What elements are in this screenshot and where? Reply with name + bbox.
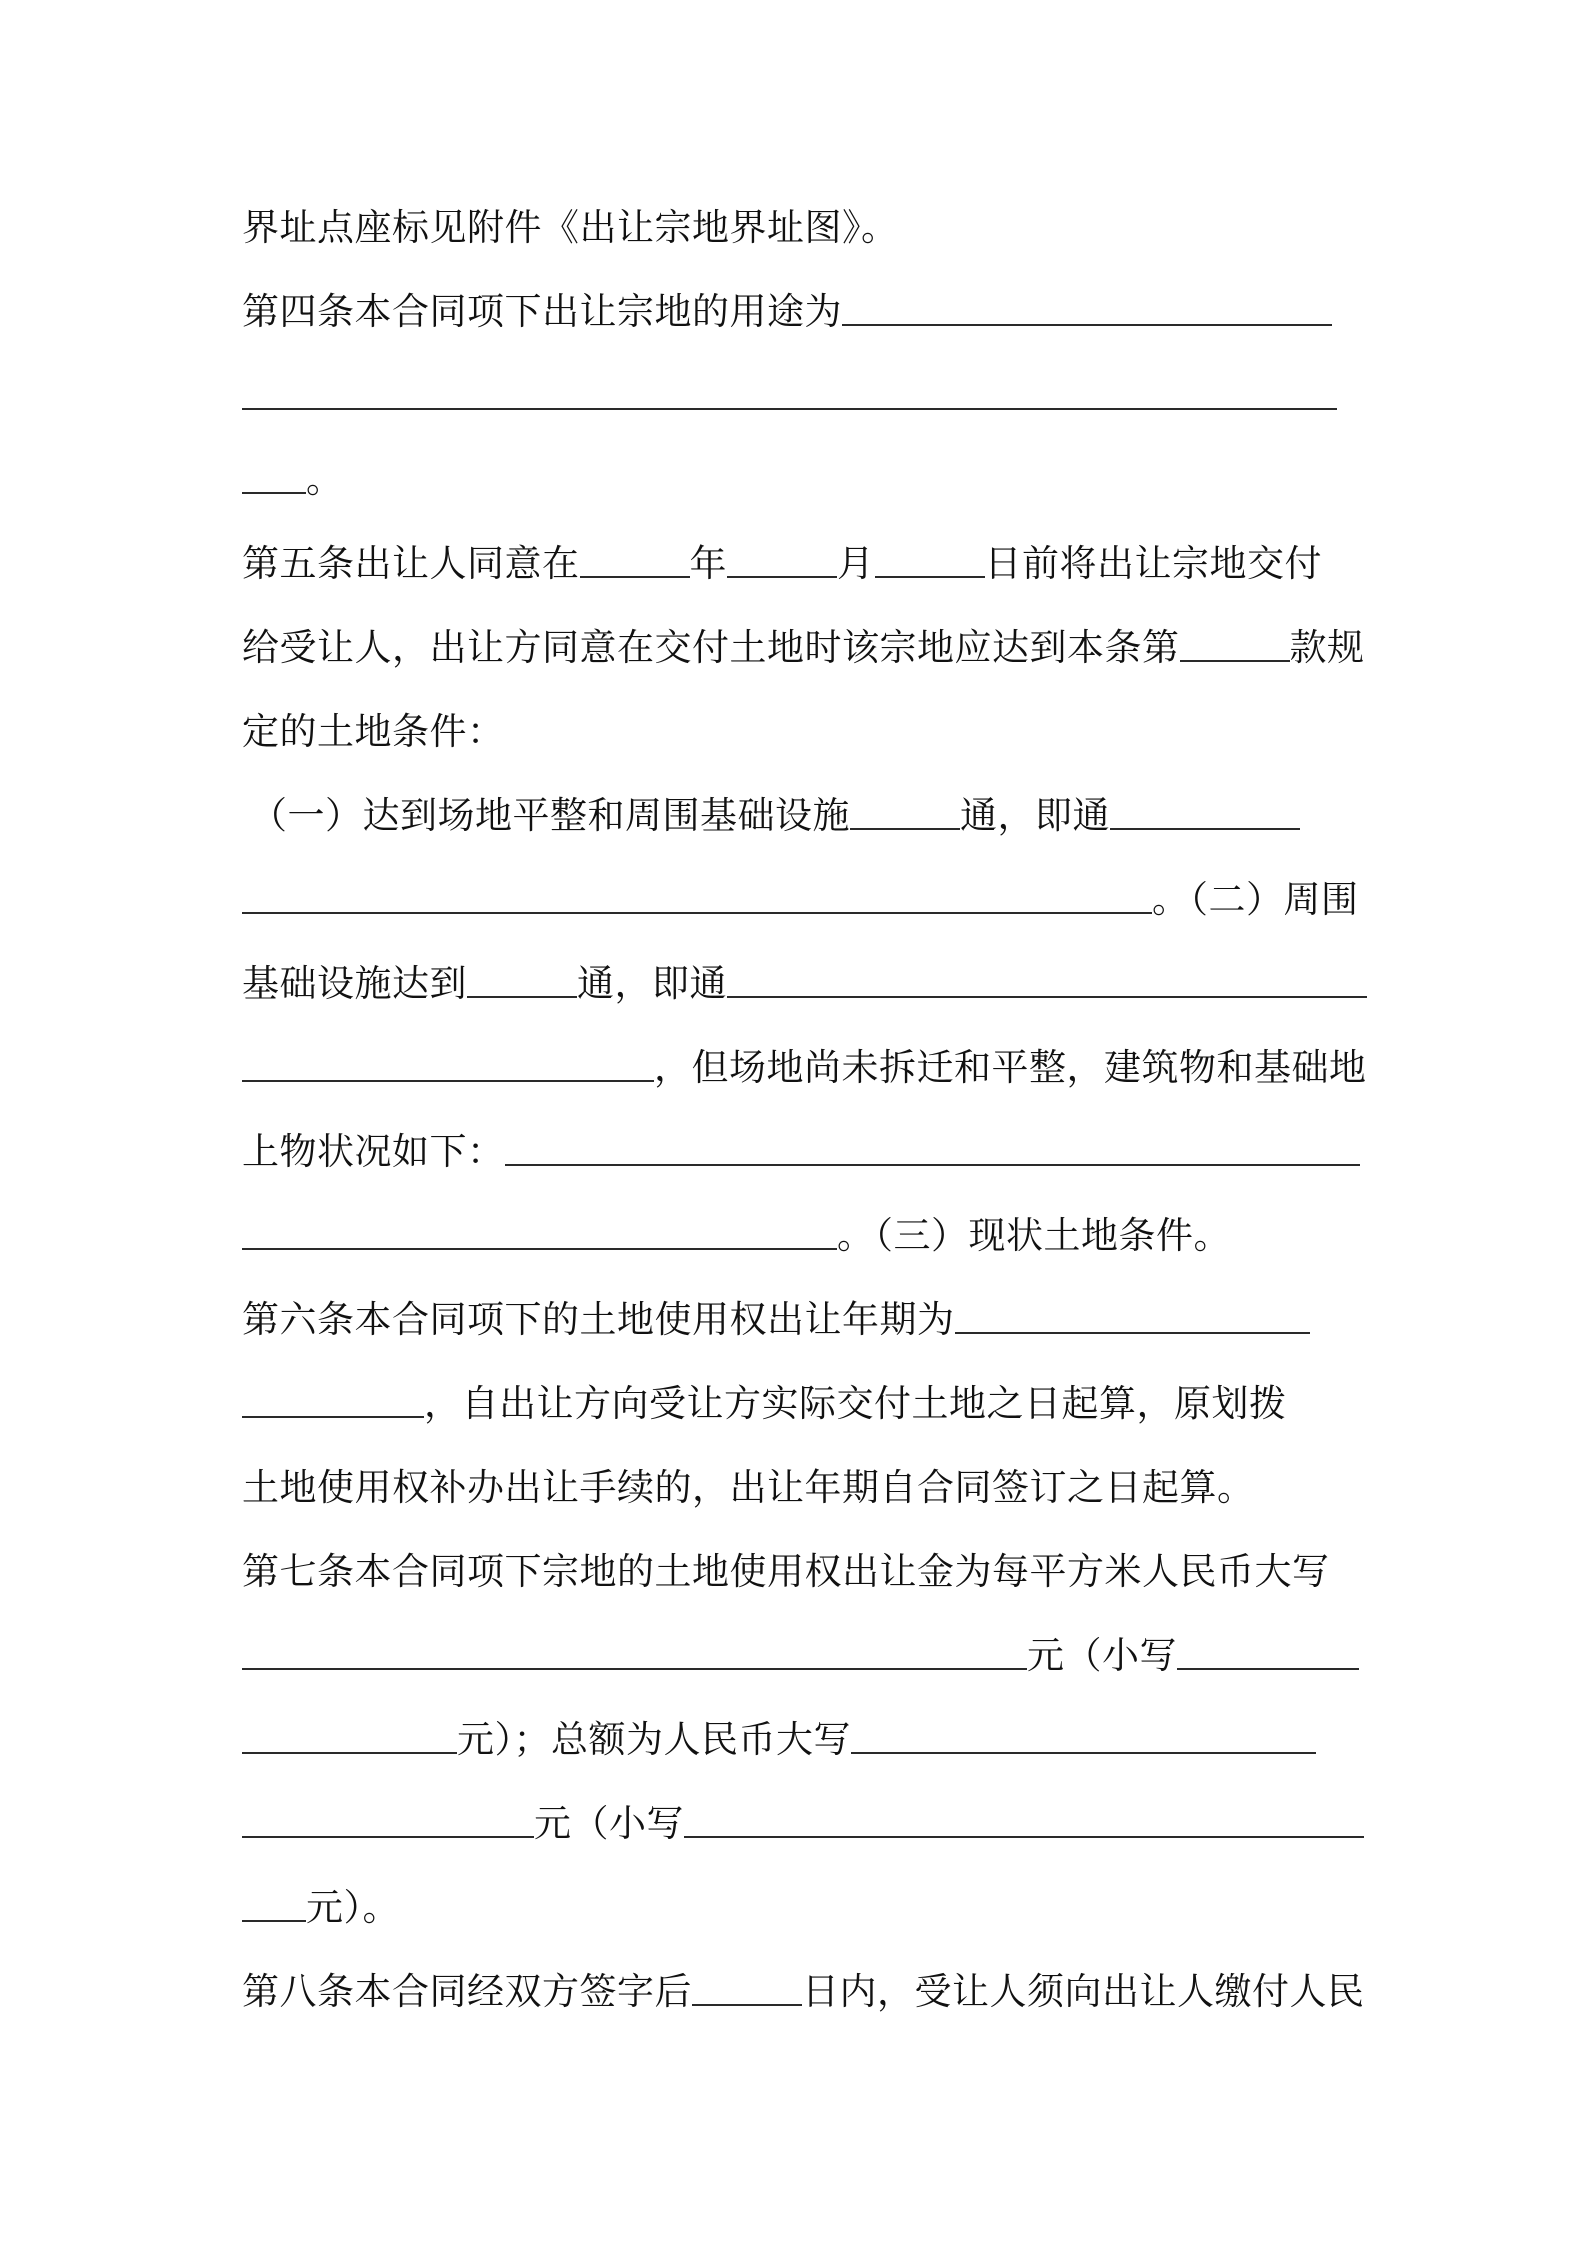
line-text: 界址点座标见附件《出让宗地界址图》。 <box>242 206 899 249</box>
doc-line-condition-3 <box>242 1208 1362 1264</box>
line-text: 款规 <box>1289 626 1365 669</box>
blank-year[interactable] <box>580 576 690 578</box>
blank-total-uppercase-cont[interactable] <box>242 1836 534 1838</box>
line-text: 定的土地条件： <box>242 710 505 753</box>
doc-line-total-end <box>242 1880 1362 1936</box>
doc-line-article-7 <box>242 1544 1362 1600</box>
line-text: 元）。 <box>306 1886 400 1929</box>
blank-price-numeric[interactable] <box>1177 1668 1359 1670</box>
blank-land-use[interactable] <box>842 324 1332 326</box>
line-text: （一）达到场地平整和周围基础设施 <box>250 794 850 837</box>
blank-utilities-count-2[interactable] <box>467 996 577 998</box>
doc-line-boundary-coordinates <box>242 200 1362 256</box>
blank-utilities-list[interactable] <box>1110 828 1300 830</box>
blank-land-use-end[interactable] <box>242 492 306 494</box>
blank-structures-status-cont[interactable] <box>242 1248 837 1250</box>
doc-line-blank-end <box>242 452 1362 508</box>
line-text: 第五条出让人同意在 <box>242 542 580 585</box>
line-text: 元（小写 <box>1027 1634 1177 1677</box>
doc-line-article-6 <box>242 1292 1362 1348</box>
line-text: ，但场地尚未拆迁和平整，建筑物和基础地 <box>654 1046 1367 1089</box>
line-text: 。（二）周围 <box>1152 878 1359 921</box>
doc-line-article-6-cont <box>242 1376 1362 1432</box>
blank-term-cont[interactable] <box>242 1416 424 1418</box>
blank-price-uppercase[interactable] <box>242 1668 1027 1670</box>
blank-payment-days[interactable] <box>692 2004 802 2006</box>
doc-line-condition-2-buildings <box>242 1040 1367 1096</box>
blank-day[interactable] <box>875 576 985 578</box>
line-text: 。 <box>306 458 344 501</box>
line-text: 元（小写 <box>534 1802 684 1845</box>
blank-structures-status[interactable] <box>505 1164 1360 1166</box>
line-text: 日前将出让宗地交付 <box>984 542 1322 585</box>
blank-term[interactable] <box>955 1332 1310 1334</box>
doc-line-condition-2 <box>242 872 1362 928</box>
line-text: 第八条本合同经双方签字后 <box>242 1970 692 2013</box>
doc-line-article-4 <box>242 284 1362 340</box>
blank-utilities-count[interactable] <box>850 828 960 830</box>
blank-month[interactable] <box>727 576 837 578</box>
line-text: 通，即通 <box>960 794 1110 837</box>
line-text: 第七条本合同项下宗地的土地使用权出让金为每平方米人民币大写 <box>242 1550 1330 1593</box>
blank-total-numeric-cont[interactable] <box>242 1920 306 1922</box>
line-text: 土地使用权补办出让手续的，出让年期自合同签订之日起算。 <box>242 1466 1255 1509</box>
doc-line-article-5 <box>242 536 1362 592</box>
line-text: 给受让人，出让方同意在交付土地时该宗地应达到本条第 <box>242 626 1180 669</box>
line-text: 第四条本合同项下出让宗地的用途为 <box>242 290 842 333</box>
blank-utilities-list-2[interactable] <box>727 996 1367 998</box>
blank-utilities-list-cont[interactable] <box>242 912 1152 914</box>
doc-line-total-amount <box>242 1712 1362 1768</box>
line-text: 第六条本合同项下的土地使用权出让年期为 <box>242 1298 955 1341</box>
doc-line-land-conditions <box>242 704 1362 760</box>
blank-total-numeric[interactable] <box>684 1836 1364 1838</box>
doc-line-blank-full <box>242 368 1362 424</box>
line-text: 元）；总额为人民币大写 <box>457 1718 851 1761</box>
doc-line-article-6-end <box>242 1460 1362 1516</box>
line-text: 基础设施达到 <box>242 962 467 1005</box>
line-text: 日内，受让人须向出让人缴付人民 <box>802 1970 1365 2013</box>
doc-line-article-5-cont <box>242 620 1365 676</box>
doc-line-article-8 <box>242 1964 1365 2020</box>
line-text: 年 <box>689 542 727 585</box>
blank-clause-number[interactable] <box>1180 660 1290 662</box>
line-text: 月 <box>837 542 875 585</box>
doc-line-condition-1 <box>250 788 1370 844</box>
blank-total-uppercase[interactable] <box>851 1752 1316 1754</box>
doc-line-total-numeric <box>242 1796 1362 1852</box>
blank-land-use-cont[interactable] <box>242 408 1337 410</box>
line-text: 。（三）现状土地条件。 <box>837 1214 1231 1257</box>
line-text: 通，即通 <box>577 962 727 1005</box>
doc-line-price-per-sqm <box>242 1628 1362 1684</box>
line-text: 上物状况如下： <box>242 1130 505 1173</box>
blank-utilities-list-2-cont[interactable] <box>242 1080 654 1082</box>
line-text: ，自出让方向受让方实际交付土地之日起算，原划拨 <box>424 1382 1287 1425</box>
blank-price-numeric-cont[interactable] <box>242 1752 457 1754</box>
doc-line-structures <box>242 1124 1362 1180</box>
doc-line-condition-2-cont <box>242 956 1362 1012</box>
